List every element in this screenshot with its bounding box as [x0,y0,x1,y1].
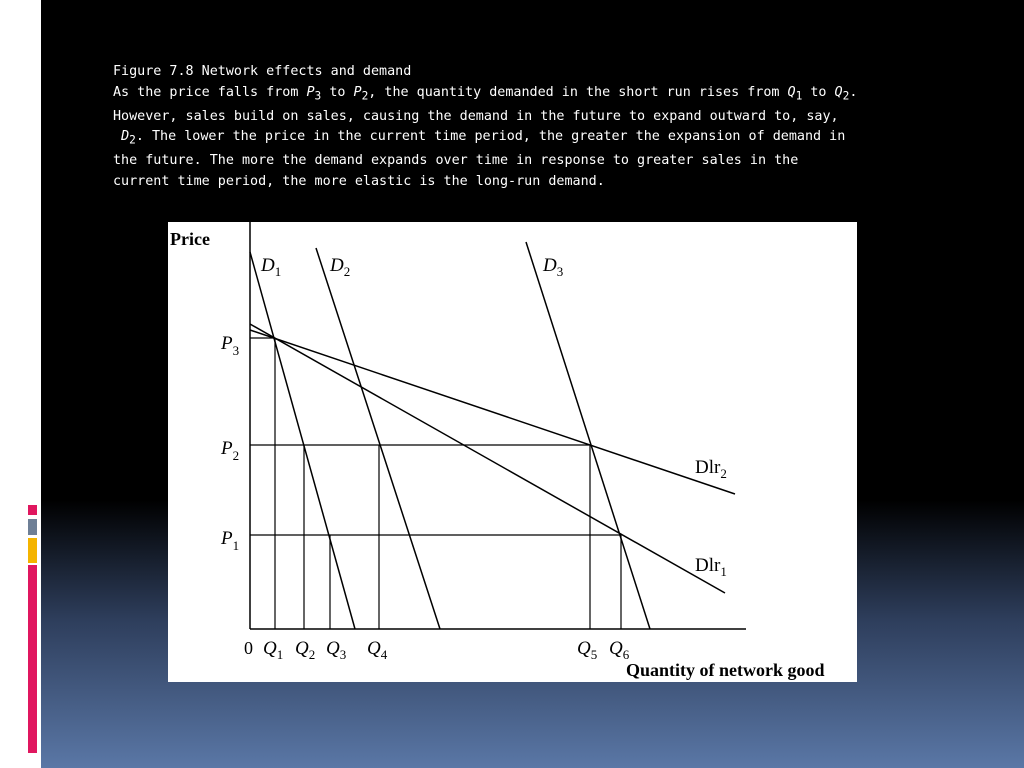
origin-label: 0 [244,638,253,658]
demand-curve-d2 [316,248,440,629]
quantity-label-q3: $Q_3$ [326,638,347,662]
curve-label-d2: $D_2$ [330,255,351,279]
network-effects-diagram [168,222,857,682]
quantity-label-q6: $Q_6$ [609,638,630,662]
curve-label-dlr1: Dlr$_1$ [695,555,727,579]
price-label-p2: $P_2$ [221,438,240,463]
price-label-p3: $P_3$ [221,333,240,358]
x-axis-label: Quantity of network good [626,660,825,680]
curve-label-dlr2: Dlr$_2$ [695,457,727,481]
accent-bar-pink-top [28,505,37,515]
diagram-svg [168,222,857,682]
demand-curve-d3 [526,242,650,629]
caption-title: Figure 7.8 Network effects and demand [113,64,412,79]
accent-bar-yellow [28,538,37,563]
quantity-label-q2: $Q_2$ [295,638,316,662]
accent-bar-pink-long [28,565,37,753]
quantity-label-q4: $Q_4$ [367,638,388,662]
price-label-p1: $P_1$ [221,528,240,553]
curve-label-d1: $D_1$ [261,255,282,279]
quantity-label-q5: $Q_5$ [577,638,598,662]
y-axis-label: Price [170,229,210,249]
accent-bar-gray [28,519,37,535]
long-run-demand-dlr1 [250,324,725,593]
curve-label-d3: $D_3$ [543,255,564,279]
demand-curve-d1 [250,252,355,629]
figure-caption: Figure 7.8 Network effects and demand As the price falls from $P_3$ to $P_2$, the quantity demanded in the short run rises from $Q_1$ to $Q_2$. However, sales build on sales, causing the demand in the future to expand outward to, say, $D_2$. The lower the price in the current time period, the greater the expansion of demand in the future. The more the demand expands over time in response to greater sales in the current time period, the more elastic is the long-run demand. [113,64,858,189]
quantity-label-q1: $Q_1$ [263,638,284,662]
long-run-demand-dlr2 [250,330,735,494]
